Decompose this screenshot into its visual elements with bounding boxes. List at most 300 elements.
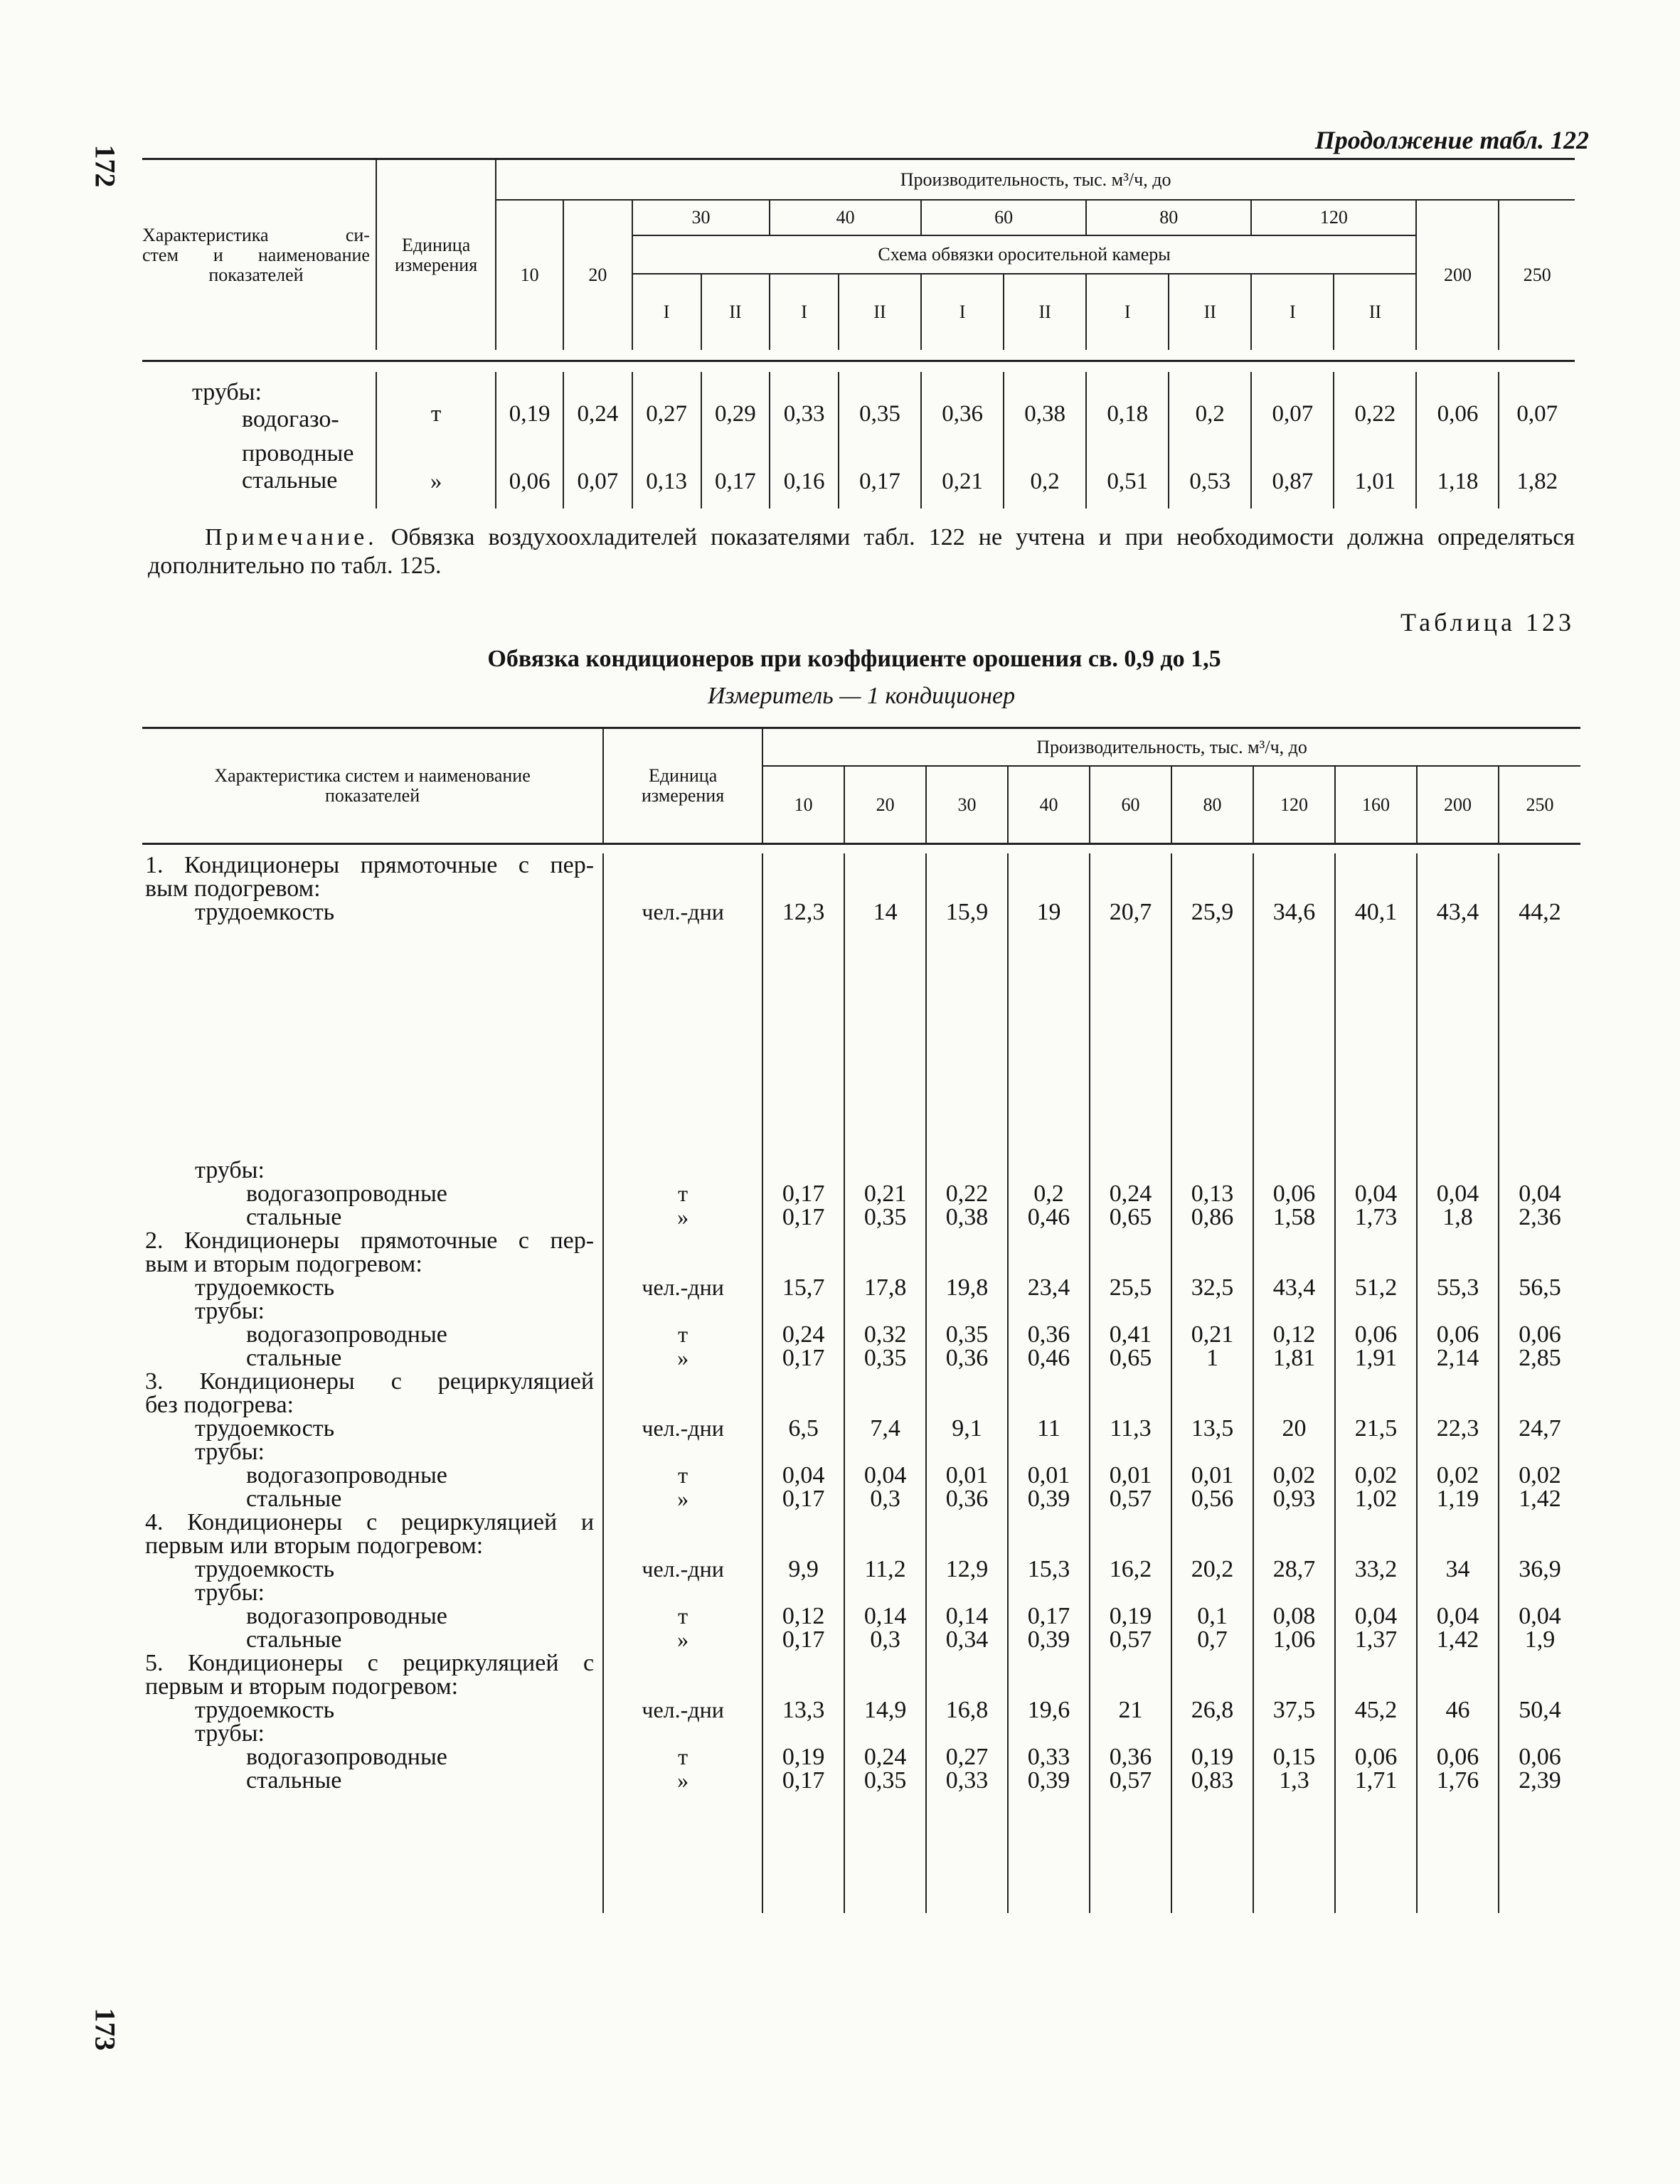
cell-text: 0,86 (1191, 1204, 1234, 1230)
table-cell (1335, 1299, 1417, 1370)
section-4-title: 4. Кондиционеры с рециркуляцией и (145, 1509, 595, 1535)
table-cell (1499, 1722, 1580, 1792)
cell-text: 0,57 (1109, 1626, 1152, 1653)
cell-text: 0,04 (1519, 1181, 1561, 1207)
cell-text: 0,57 (1109, 1767, 1152, 1794)
cell-text: 2,85 (1519, 1345, 1561, 1371)
cell-text: стальные (246, 1626, 342, 1653)
table-cell (1335, 1722, 1417, 1792)
table-cell (926, 1440, 1008, 1511)
table-cell: чел.-дни (603, 1511, 762, 1581)
cell-text: Характеристика си- (142, 224, 370, 245)
water-gas-label: водогазо- (242, 406, 339, 432)
table-cell (844, 1299, 926, 1370)
cell-text: 0,19 (782, 1744, 825, 1770)
cell-text: 1 (1206, 1345, 1218, 1371)
table-cell: 15,9 (926, 853, 1008, 924)
table-cell (844, 1158, 926, 1229)
table-cell: 0,22 (1334, 372, 1416, 440)
cell-text: 0,14 (863, 1603, 907, 1629)
cap-80: 80 (1171, 766, 1253, 843)
table-cell: 11,2 (844, 1511, 926, 1581)
cell-text: 0,24 (863, 1744, 907, 1770)
table-cell (762, 924, 844, 1158)
table-cell (926, 1792, 1008, 1913)
cell-text: проводные (242, 440, 354, 467)
cell-text: 0,35 (863, 1767, 907, 1794)
cell-text: 0,7 (1197, 1626, 1228, 1653)
cell-text: 1,02 (1354, 1486, 1398, 1512)
cell-text: т (678, 1744, 689, 1769)
table-cell: 34,6 (1253, 853, 1335, 924)
cell-text: 0,06 (1436, 1744, 1479, 1770)
cell-text: 0,01 (945, 1462, 989, 1488)
cell-text: стальные (246, 1345, 342, 1371)
table-cell: 19,6 (1008, 1651, 1090, 1722)
table-cell (1253, 1158, 1335, 1229)
table-cell: 11,3 (1090, 1370, 1171, 1440)
scheme-col: II (1004, 275, 1087, 350)
cell-text: 0,19 (1109, 1603, 1152, 1629)
note-lead: Примечание. (205, 524, 378, 550)
table-cell: чел.-дни (603, 853, 762, 924)
table-cell (142, 1722, 603, 1792)
table-123-meter: Измеритель — 1 кондиционер (707, 683, 1016, 709)
cell-text: стальные (246, 1486, 342, 1512)
table-cell: 6,5 (762, 1370, 844, 1440)
header-productivity: Производительность, тыс. м³/ч, до (762, 729, 1580, 766)
cell-text: » (677, 1626, 689, 1652)
cell-text: стем и наименование (142, 244, 370, 265)
table-cell: 19 (1008, 853, 1090, 924)
cap-80: 80 (1086, 200, 1251, 235)
cell-text: 0,17 (782, 1767, 825, 1794)
table-cell (142, 440, 376, 508)
cell-text: 0,06 (1436, 1321, 1479, 1348)
row-steel (142, 440, 1575, 508)
table-cell: 11 (1008, 1370, 1090, 1440)
table-cell (603, 1299, 762, 1370)
cell-text: Единица (401, 234, 471, 255)
table-cell (142, 924, 603, 1158)
cell-text: стальные (246, 1204, 342, 1230)
section-1-labor-row (142, 853, 1580, 924)
scheme-col: II (1368, 302, 1382, 322)
table-cell: 15,7 (762, 1229, 844, 1299)
table-cell: 12,9 (926, 1511, 1008, 1581)
table-cell (1417, 1158, 1499, 1229)
cell-text: вым и вторым подогревом: (145, 1251, 422, 1277)
cell-text: 0,35 (863, 1345, 907, 1371)
table-cell (142, 853, 603, 924)
table-cell: 12,3 (762, 853, 844, 924)
table-cell (1335, 1158, 1417, 1229)
cell-text: 0,27 (945, 1744, 989, 1770)
table-cell (1090, 1722, 1171, 1792)
cell-text: водогазопроводные (246, 1321, 447, 1348)
table-123 (142, 727, 1580, 1913)
cap-120: 120 (1253, 766, 1335, 843)
cell-text: трудоемкость (195, 1556, 335, 1582)
cell-text: 0,02 (1436, 1462, 1479, 1488)
cell-text: т (678, 1603, 689, 1629)
cell-text: 0,3 (870, 1626, 900, 1653)
cell-text: 2,14 (1436, 1345, 1479, 1371)
table-cell: 19,8 (926, 1229, 1008, 1299)
section-5-labor-row (142, 1651, 1580, 1722)
table-cell: 46 (1417, 1651, 1499, 1722)
table-cell (762, 1792, 844, 1913)
section-4-labor-row (142, 1511, 1580, 1581)
page-number-right: 173 (89, 2008, 122, 2051)
table-cell (926, 924, 1008, 1158)
cell-text: т (678, 1321, 689, 1347)
table-cell (1008, 1299, 1090, 1370)
cell-text: показателей (324, 785, 420, 806)
cell-text: 0,04 (1354, 1603, 1398, 1629)
table-cell (762, 1299, 844, 1370)
cell-text: 0,39 (1027, 1767, 1070, 1794)
cell-text: т (678, 1181, 689, 1206)
table-cell: 43,4 (1417, 853, 1499, 924)
table-cell: 15,3 (1008, 1511, 1090, 1581)
table-cell (142, 1792, 603, 1913)
header-characteristic (142, 160, 376, 350)
cell-text: трудоемкость (195, 1697, 335, 1723)
table-cell (1335, 1440, 1417, 1511)
table-cell: чел.-дни (603, 1370, 762, 1440)
cap-60: 60 (1090, 766, 1171, 843)
water-gas-unit: т (376, 372, 496, 440)
cell-text: 0,12 (782, 1603, 825, 1629)
cell-text: 0,08 (1272, 1603, 1316, 1629)
cell-text: 0,06 (1519, 1744, 1561, 1770)
table-cell (1008, 1792, 1090, 1913)
table-cell (762, 1581, 844, 1651)
table-cell (844, 924, 926, 1158)
cell-text: водогазопроводные (246, 1603, 447, 1629)
table-cell: 9,1 (926, 1370, 1008, 1440)
table-cell: 24,7 (1499, 1370, 1580, 1440)
table-cell (844, 1581, 926, 1651)
cell-text: 0,19 (1191, 1744, 1234, 1770)
table-cell: 43,4 (1253, 1229, 1335, 1299)
header-unit (376, 160, 496, 350)
cell-text: 0,14 (945, 1603, 989, 1629)
table-cell: 1,18 (1416, 440, 1499, 508)
table-cell: 0,27 (632, 372, 701, 440)
section-2-labor-row (142, 1229, 1580, 1299)
table-cell: 13,3 (762, 1651, 844, 1722)
cell-text: водогазопроводные (246, 1462, 447, 1488)
cell-text: 0,1 (1197, 1603, 1228, 1629)
table-cell (1253, 1792, 1335, 1913)
cell-text: 0,83 (1191, 1767, 1234, 1794)
cell-text: 0,21 (863, 1181, 907, 1207)
cell-text: 0,02 (1354, 1462, 1398, 1488)
cap-20: 20 (844, 766, 926, 843)
cell-text: 0,17 (782, 1204, 825, 1230)
table-cell (762, 1158, 844, 1229)
table-cell: 23,4 (1008, 1229, 1090, 1299)
table-cell: 0,24 (563, 372, 632, 440)
table-cell (1008, 1722, 1090, 1792)
table-cell: 44,2 (1499, 853, 1580, 924)
table-cell (142, 350, 1575, 361)
cell-text: стальные (246, 1767, 342, 1794)
table-cell: 20,2 (1171, 1511, 1253, 1581)
section-5-title: 5. Кондиционеры с рециркуляцией с (145, 1650, 595, 1676)
table-cell (142, 1158, 603, 1229)
table-cell: 26,8 (1171, 1651, 1253, 1722)
section-4-pipes-row (142, 1581, 1580, 1651)
cell-text: 0,04 (1436, 1181, 1479, 1207)
cell-text: 0,04 (1519, 1603, 1561, 1629)
section-3-title: 3. Кондиционеры с рециркуляцией (145, 1368, 595, 1395)
cell-text: 0,06 (1272, 1181, 1316, 1207)
table-cell: 13,5 (1171, 1370, 1253, 1440)
table-cell (1008, 1440, 1090, 1511)
cell-text: » (677, 1486, 689, 1511)
table-cell: 0,19 (496, 372, 563, 440)
table-cell (1090, 1792, 1171, 1913)
table-cell: 0,17 (701, 440, 770, 508)
cap-20: 20 (563, 200, 632, 350)
scheme-col: II (839, 275, 922, 350)
table-cell: 0,06 (1416, 372, 1499, 440)
cap-40: 40 (770, 200, 921, 235)
cell-text: 0,12 (1272, 1321, 1316, 1348)
table-cell (603, 1722, 762, 1792)
cell-text: 0,35 (863, 1204, 907, 1230)
table-cell: 33,2 (1335, 1511, 1417, 1581)
table-cell: 0,2 (1004, 440, 1086, 508)
cell-text: 1,8 (1442, 1204, 1473, 1230)
table-cell: 21,5 (1335, 1370, 1417, 1440)
scheme-col: I (1252, 275, 1334, 350)
cell-text: 1,73 (1354, 1204, 1398, 1230)
cell-text: 0,65 (1109, 1345, 1152, 1371)
cell-text: 0,36 (945, 1345, 989, 1371)
table-cell (762, 1722, 844, 1792)
table-cell (603, 1792, 762, 1913)
cell-text: трубы: (195, 1157, 265, 1183)
table-cell: 0,18 (1086, 372, 1169, 440)
table-cell (1253, 1581, 1335, 1651)
table-cell: 0,17 (839, 440, 921, 508)
table-cell (1171, 1158, 1253, 1229)
cell-text: вым подогревом: (145, 875, 321, 902)
cell-text: 0,21 (1191, 1321, 1234, 1348)
cell-text: » (677, 1767, 689, 1793)
cell-text: 1,06 (1272, 1626, 1316, 1653)
cell-text: водогазопроводные (246, 1181, 447, 1207)
table-cell (1090, 924, 1171, 1158)
cell-text: 2,39 (1519, 1767, 1561, 1794)
table-cell (1008, 924, 1090, 1158)
cell-text: 0,17 (782, 1486, 825, 1512)
table-cell (1171, 1440, 1253, 1511)
section-5-pipes-row (142, 1722, 1580, 1792)
table-cell: 14 (844, 853, 926, 924)
cell-text: 1,42 (1519, 1486, 1561, 1512)
cap-200: 200 (1417, 766, 1499, 843)
cap-250: 250 (1499, 200, 1575, 350)
cell-text: » (677, 1345, 689, 1370)
table-cell (1499, 1440, 1580, 1511)
table-cell (1499, 1581, 1580, 1651)
header-unit (603, 729, 762, 843)
table-cell: 9,9 (762, 1511, 844, 1581)
table-cell: 28,7 (1253, 1511, 1335, 1581)
table-cell (1253, 1440, 1335, 1511)
table-cell: 17,8 (844, 1229, 926, 1299)
cell-text: трудоемкость (195, 899, 335, 925)
table-cell (1090, 1581, 1171, 1651)
table-cell (1335, 1792, 1417, 1913)
scheme-col: I (633, 275, 702, 350)
cell-text: 0,93 (1272, 1486, 1316, 1512)
cell-text: 0,39 (1027, 1626, 1070, 1653)
table-cell: 37,5 (1253, 1651, 1335, 1722)
table-cell (1090, 1158, 1171, 1229)
pipes-group-label: трубы: (192, 379, 262, 405)
table-cell (1417, 1299, 1499, 1370)
cell-text: водогазопроводные (246, 1744, 447, 1770)
table-cell: 0,33 (770, 372, 839, 440)
table-cell (142, 1440, 603, 1511)
cell-text: 0,38 (945, 1204, 989, 1230)
table-cell (1499, 924, 1580, 1158)
scheme-col: I (922, 275, 1004, 350)
table-cell: 0,53 (1169, 440, 1251, 508)
table-cell (844, 1440, 926, 1511)
steel-unit: » (376, 440, 496, 508)
table-note (148, 523, 1575, 580)
cell-text: 0,06 (1354, 1744, 1398, 1770)
cap-60: 60 (921, 200, 1086, 235)
cell-text: 0,17 (782, 1181, 825, 1207)
table-cell (1171, 924, 1253, 1158)
note-text: Обвязка воздухоохладителей показателями табл. 122 не учтена и при необходимости должна определяться дополнительно по табл. 125. (148, 524, 1575, 579)
cell-text: 0,04 (863, 1462, 907, 1488)
cell-text: 0,36 (1027, 1321, 1070, 1348)
table-cell (1008, 1158, 1090, 1229)
table-cell (844, 1792, 926, 1913)
cell-text: 0,33 (945, 1767, 989, 1794)
table-cell: 0,87 (1251, 440, 1334, 508)
table-cell (762, 1440, 844, 1511)
table-cell (603, 1440, 762, 1511)
table-cell (1499, 1792, 1580, 1913)
table-cell (1171, 1299, 1253, 1370)
cell-text: 0,46 (1027, 1204, 1070, 1230)
table-cell (142, 372, 376, 440)
table-cell (1253, 1722, 1335, 1792)
table-cell (1090, 1440, 1171, 1511)
table-cell: 7,4 (844, 1370, 926, 1440)
scheme-block (632, 235, 1417, 350)
cell-text: 1,3 (1279, 1767, 1309, 1794)
table-cell: 0,2 (1169, 372, 1251, 440)
table-cell: 0,29 (701, 372, 770, 440)
cell-text: 1,76 (1436, 1767, 1479, 1794)
cell-text: 0,06 (1519, 1321, 1561, 1348)
cell-text: 0,01 (1109, 1462, 1152, 1488)
cell-text: 0,57 (1109, 1486, 1152, 1512)
table-cell: 1,01 (1334, 440, 1416, 508)
scheme-col: I (1087, 275, 1169, 350)
table-cell (1253, 1299, 1335, 1370)
cell-text: 0,04 (1436, 1603, 1479, 1629)
cell-text: 1,81 (1272, 1345, 1316, 1371)
table-cell (142, 1370, 603, 1440)
table-cell (142, 1229, 603, 1299)
table-cell (1335, 1581, 1417, 1651)
table-cell: 32,5 (1171, 1229, 1253, 1299)
table-cell (844, 1722, 926, 1792)
table-cell: 20,7 (1090, 853, 1171, 924)
cell-text: измерения (642, 785, 725, 806)
cell-text: 0,02 (1519, 1462, 1561, 1488)
header-productivity: Производительность, тыс. м³/ч, до (496, 160, 1575, 200)
cell-text: 0,46 (1027, 1345, 1070, 1371)
table-cell (926, 1158, 1008, 1229)
table-cell: 0,16 (770, 440, 839, 508)
table-cell: 16,8 (926, 1651, 1008, 1722)
table-cell: 50,4 (1499, 1651, 1580, 1722)
table-cell (142, 1299, 603, 1370)
table-123-title: Обвязка кондиционеров при коэффициенте орошения св. 0,9 до 1,5 (487, 646, 1221, 672)
cap-10: 10 (496, 200, 563, 350)
cell-text: 0,65 (1109, 1204, 1152, 1230)
scheme-col: I (770, 275, 839, 350)
scheme-col: II (1169, 275, 1252, 350)
table-cell (1008, 1581, 1090, 1651)
table-cell: 0,06 (496, 440, 563, 508)
table-cell (1417, 1792, 1499, 1913)
table-cell (1335, 924, 1417, 1158)
table-cell: 0,13 (632, 440, 701, 508)
cell-text: 1,91 (1354, 1345, 1398, 1371)
cell-text: 0,17 (1027, 1603, 1070, 1629)
cell-text: 1,58 (1272, 1204, 1316, 1230)
section-2-title: 2. Кондиционеры прямоточные с пер- (145, 1227, 595, 1254)
section-1-title: 1. Кондиционеры прямоточные с пер- (145, 852, 595, 878)
cell-text: измерения (395, 254, 478, 275)
table-cell (603, 924, 762, 1158)
table-cell: 51,2 (1335, 1229, 1417, 1299)
cell-text: 0,15 (1272, 1744, 1316, 1770)
scheme-cols (633, 275, 1416, 350)
table-cell (1090, 1299, 1171, 1370)
table-cell: 0,21 (921, 440, 1004, 508)
scheme-col: II (702, 275, 771, 350)
cap-30: 30 (632, 200, 770, 235)
table-cell (926, 1581, 1008, 1651)
page-number-left: 172 (89, 144, 122, 188)
cell-text: 0,41 (1109, 1321, 1152, 1348)
table-cell (926, 1722, 1008, 1792)
section-1-pipes-row (142, 1158, 1580, 1229)
table-cell (1499, 1158, 1580, 1229)
cell-text: 0,2 (1033, 1181, 1064, 1207)
table-cell (1499, 1299, 1580, 1370)
cell-text: 0,02 (1272, 1462, 1316, 1488)
cell-text: 0,32 (863, 1321, 907, 1348)
cell-text: 0,39 (1027, 1486, 1070, 1512)
cell-text: 0,04 (1354, 1181, 1398, 1207)
